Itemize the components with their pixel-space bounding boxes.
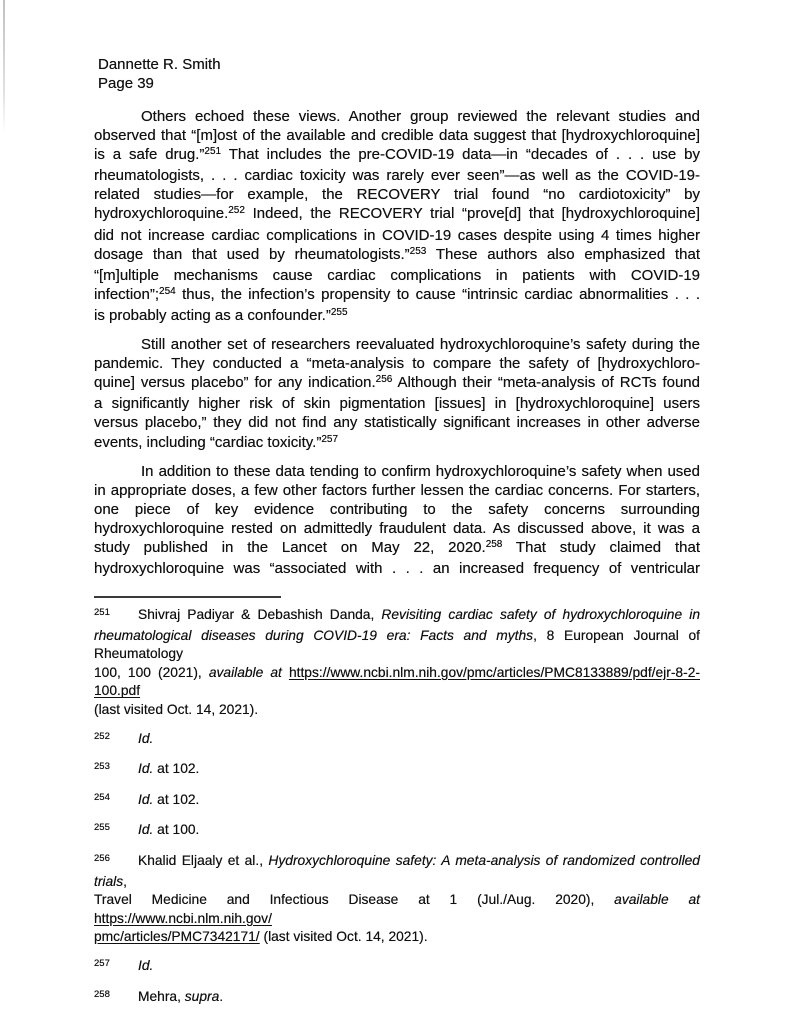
text-segment: a significantly higher risk of skin pigmentation [issues] in [hydroxychloroquine] users xyxy=(94,395,700,413)
footnote-line xyxy=(94,988,700,1009)
text-segment: Although their “meta-analysis of RCTs found xyxy=(392,374,700,392)
text-segment: Id. xyxy=(138,822,154,838)
footnote-number: 251 xyxy=(94,607,110,618)
text-segment: Hydroxychloroquine safety: A meta-analysis of randomized controlled trials xyxy=(94,852,700,889)
footnote-line xyxy=(94,760,700,781)
body-line xyxy=(94,394,700,413)
text-segment: is a safe drug.” xyxy=(94,146,205,164)
text-segment: study published in the Lancet on May 22, 2020. xyxy=(94,538,486,556)
footnote-reference: 253 xyxy=(409,245,427,257)
footnote-number: 253 xyxy=(94,761,110,773)
body-line xyxy=(94,226,700,245)
footnote-reference: 256 xyxy=(375,374,393,386)
text-segment: at 100. xyxy=(153,822,200,838)
footnote-number: 252 xyxy=(94,730,110,742)
body-line xyxy=(94,145,700,166)
footnote-line xyxy=(94,957,700,978)
footnote-number: 254 xyxy=(94,791,110,803)
text-segment: Revisiting cardiac safety of hydroxychloroquine in xyxy=(381,607,700,622)
text-segment: hydroxychloroquine. xyxy=(94,205,229,223)
footnote-255 xyxy=(94,821,700,842)
footnote-line xyxy=(94,730,700,751)
footnote-number: 257 xyxy=(94,957,110,969)
body-line xyxy=(94,126,700,145)
footnote-line xyxy=(94,791,700,812)
footnote-line xyxy=(94,701,700,720)
text-segment: versus placebo,” they did not find any statistically significant increases in other adverse xyxy=(94,414,700,432)
body-line xyxy=(94,166,700,185)
footnote-reference: 257 xyxy=(321,433,339,445)
body-line xyxy=(94,285,700,306)
footnote-line xyxy=(94,891,700,928)
footnote-252 xyxy=(94,730,700,751)
text-segment: Id. xyxy=(138,791,154,807)
body-line xyxy=(94,373,700,394)
text-segment: Mehra, xyxy=(138,988,185,1004)
text-segment: at 102. xyxy=(153,791,200,807)
footnote-line xyxy=(94,852,700,891)
body-line xyxy=(94,519,700,538)
text-segment: Khalid Eljaaly et al., xyxy=(138,852,269,868)
text-segment: rheumatologists, . . . cardiac toxicity was rarely ever seen”—as well as the COVID-19- xyxy=(94,167,700,185)
text-segment: infection”; xyxy=(94,285,160,303)
page-number: Page 39 xyxy=(98,75,154,92)
text-segment: , xyxy=(123,873,127,889)
footnotes-section xyxy=(94,596,700,1018)
text-segment: (last visited Oct. 14, 2021). xyxy=(259,929,428,945)
page-header xyxy=(98,55,221,93)
footnote-254 xyxy=(94,791,700,812)
paragraph xyxy=(94,462,700,579)
document-body xyxy=(94,107,700,578)
body-line xyxy=(94,185,700,204)
text-segment: did not increase cardiac complications in COVID-19 cases despite using 4 times higher xyxy=(94,226,700,244)
text-segment: “[m]ultiple mechanisms cause cardiac complications in patients with COVID-19 xyxy=(94,266,700,284)
body-line xyxy=(94,413,700,432)
text-segment: supra xyxy=(184,988,220,1004)
text-segment: events, including “cardiac toxicity.” xyxy=(94,433,322,451)
body-line xyxy=(94,354,700,373)
text-segment: related studies—for example, the RECOVERY trial found “no cardiotoxicity” by xyxy=(94,186,700,204)
footnote-reference: 252 xyxy=(228,205,245,217)
body-line xyxy=(94,266,700,285)
text-segment: available at xyxy=(208,664,282,680)
body-line xyxy=(94,335,700,354)
text-segment: is probably acting as a confounder.” xyxy=(94,306,331,324)
text-segment: These authors also emphasized that xyxy=(426,245,700,263)
footnote-257 xyxy=(94,957,700,978)
body-line xyxy=(94,433,700,454)
text-segment: 100, 100 (2021), xyxy=(94,664,209,680)
body-line xyxy=(94,500,700,519)
text-segment: thus, the infection’s propensity to cause “intrinsic cardiac abnormalities . . . xyxy=(175,285,700,303)
text-segment: That study claimed that xyxy=(502,538,700,556)
text-segment: Others echoed these views. Another group reviewed the relevant studies and xyxy=(141,108,700,125)
footnote-line xyxy=(94,627,700,664)
footnote-256 xyxy=(94,852,700,947)
body-line xyxy=(94,481,700,500)
text-segment: available at xyxy=(614,892,700,908)
text-segment xyxy=(282,665,289,680)
text-segment: Id. xyxy=(138,761,154,777)
footnote-number: 255 xyxy=(94,822,110,834)
text-segment: hydroxychloroquine was “associated with . . . an increased frequency of ventricular xyxy=(94,560,700,578)
text-segment: at 102. xyxy=(153,761,200,777)
body-line xyxy=(94,306,700,327)
footnote-line xyxy=(94,821,700,842)
text-segment: dosage than that used by rheumatologists.” xyxy=(94,245,410,263)
text-segment: . xyxy=(219,988,224,1004)
footnote-reference: 258 xyxy=(485,538,503,550)
text-segment: (last visited Oct. 14, 2021). xyxy=(94,701,259,717)
footnote-line xyxy=(94,664,700,701)
body-line xyxy=(94,204,700,225)
text-segment: Id. xyxy=(138,957,154,973)
footnote-251 xyxy=(94,606,700,720)
footnote-reference: 254 xyxy=(159,285,176,297)
text-segment: , 8 European Journal of Rheumatology xyxy=(94,627,701,662)
paragraph xyxy=(94,335,700,454)
body-line xyxy=(94,559,700,578)
text-segment: Still another set of researchers reevaluated hydroxychloroquine’s safety during the xyxy=(141,336,700,354)
footnote-line xyxy=(94,928,700,947)
text-segment: one piece of key evidence contributing to the safety concerns surrounding xyxy=(94,500,700,518)
text-segment: Indeed, the RECOVERY trial “prove[d] that [hydroxychloroquine] xyxy=(244,205,700,223)
footnote-258 xyxy=(94,988,700,1009)
footnote-reference: 251 xyxy=(204,146,222,158)
body-line xyxy=(94,462,700,481)
text-segment: rheumatological diseases during COVID-19 era: Facts and myths xyxy=(94,627,534,643)
body-line xyxy=(94,245,700,266)
url-text: pmc/articles/PMC7342171/ xyxy=(94,929,260,945)
recipient-name: Dannette R. Smith xyxy=(98,56,221,73)
text-segment: pandemic. They conducted a “meta-analysis to compare the safety of [hydroxychloro- xyxy=(94,355,700,373)
footnote-number: 256 xyxy=(94,852,110,864)
text-segment: Travel Medicine and Infectious Disease at 1 (Jul./Aug. 2020), xyxy=(94,892,615,908)
footnote-list xyxy=(94,606,700,1008)
text-segment: observed that “[m]ost of the available and credible data suggest that [hydroxychloroquine] xyxy=(94,127,700,145)
text-segment: in appropriate doses, a few other factors further lessen the cardiac concerns. For starters, xyxy=(94,481,700,499)
footnote-line xyxy=(94,606,700,627)
paragraph xyxy=(94,107,700,327)
scan-artifact-line xyxy=(3,0,5,133)
footnote-number: 258 xyxy=(94,988,110,1000)
url-text: https://www.ncbi.nlm.nih.gov/ xyxy=(94,910,272,926)
text-segment: In addition to these data tending to confirm hydroxychloroquine’s safety when used xyxy=(141,462,700,480)
body-line xyxy=(94,107,700,126)
body-line xyxy=(94,538,700,559)
text-segment: Id. xyxy=(138,730,154,746)
text-segment: hydroxychloroquine rested on admittedly fraudulent data. As discussed above, it was a xyxy=(94,519,700,537)
footnote-253 xyxy=(94,760,700,781)
footnote-reference: 255 xyxy=(330,306,348,318)
footnote-separator xyxy=(94,596,281,598)
text-segment: Shivraj Padiyar & Debashish Danda, xyxy=(138,607,382,622)
url-text: https://www.ncbi.nlm.nih.gov/pmc/articles/PMC8133889/pdf/ejr-8-2-100.pdf xyxy=(94,664,700,699)
text-segment: quine] versus placebo” for any indication. xyxy=(94,374,376,392)
text-segment: That includes the pre-COVID-19 data—in “decades of . . . use by xyxy=(221,146,700,164)
